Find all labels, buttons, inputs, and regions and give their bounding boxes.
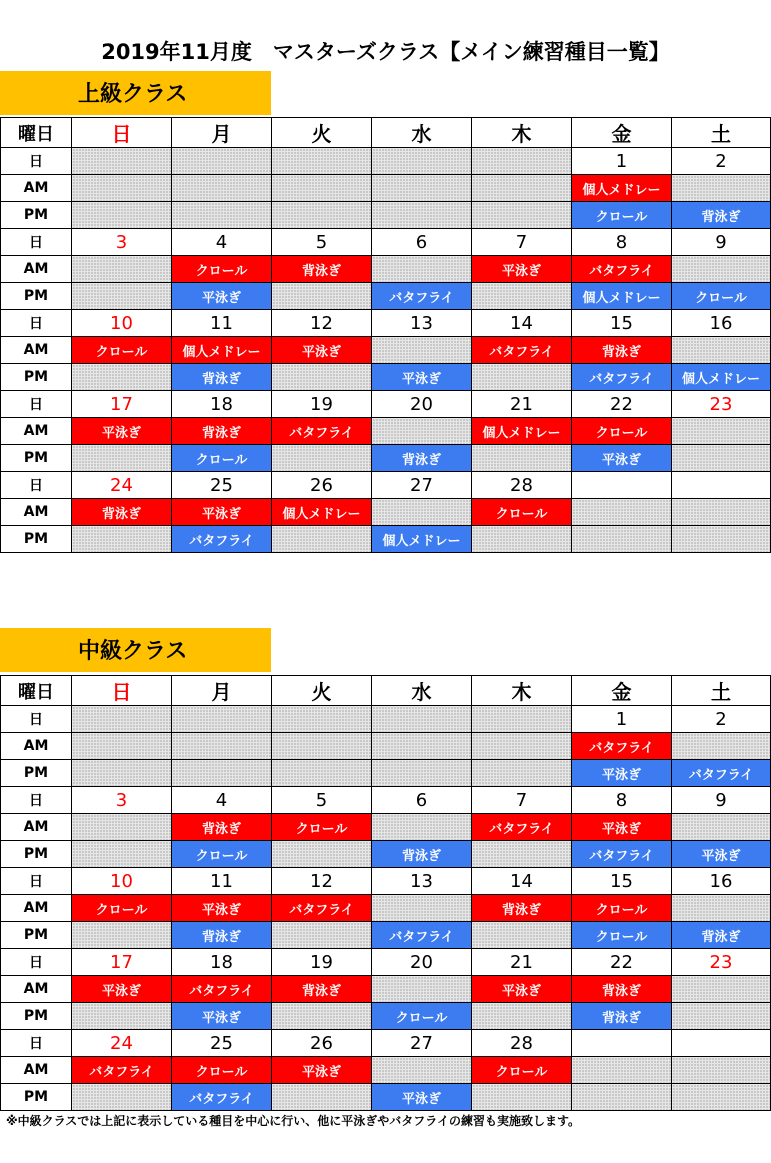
row-label-pm: PM bbox=[1, 760, 72, 787]
am-row bbox=[1, 814, 771, 841]
pm-event-cell: 背泳ぎ bbox=[672, 202, 771, 229]
pm-event-cell: 背泳ぎ bbox=[172, 922, 272, 949]
date-row bbox=[1, 391, 771, 418]
date-cell: 15 bbox=[572, 310, 672, 337]
am-event-cell: バタフライ bbox=[272, 418, 372, 445]
date-cell: 4 bbox=[172, 787, 272, 814]
empty-cell bbox=[672, 1084, 771, 1111]
pm-event-cell: 背泳ぎ bbox=[672, 922, 771, 949]
row-label-day: 日 bbox=[1, 706, 72, 733]
pm-event-cell: クロール bbox=[172, 445, 272, 472]
am-event-cell: クロール bbox=[172, 256, 272, 283]
weekday-header: 土 bbox=[672, 118, 771, 148]
empty-cell bbox=[672, 1057, 771, 1084]
empty-cell bbox=[472, 445, 572, 472]
empty-cell bbox=[472, 526, 572, 553]
empty-cell bbox=[272, 175, 372, 202]
am-event-cell: 平泳ぎ bbox=[172, 895, 272, 922]
weekday-header-label: 曜日 bbox=[1, 676, 72, 706]
empty-cell bbox=[672, 1003, 771, 1030]
weekday-header: 土 bbox=[672, 676, 771, 706]
empty-cell bbox=[472, 841, 572, 868]
empty-cell bbox=[372, 976, 472, 1003]
am-event-cell: 背泳ぎ bbox=[172, 814, 272, 841]
weekday-header: 木 bbox=[472, 676, 572, 706]
am-event-cell: 背泳ぎ bbox=[272, 256, 372, 283]
empty-cell bbox=[372, 175, 472, 202]
row-label-pm: PM bbox=[1, 202, 72, 229]
am-event-cell: バタフライ bbox=[472, 337, 572, 364]
pm-row bbox=[1, 445, 771, 472]
empty-cell bbox=[372, 202, 472, 229]
empty-cell bbox=[472, 1084, 572, 1111]
date-cell: 16 bbox=[672, 868, 771, 895]
date-cell: 17 bbox=[72, 949, 172, 976]
am-event-cell: バタフライ bbox=[172, 976, 272, 1003]
pm-row bbox=[1, 526, 771, 553]
pm-event-cell: 平泳ぎ bbox=[572, 445, 672, 472]
date-cell: 27 bbox=[372, 472, 472, 499]
pm-event-cell: クロール bbox=[172, 841, 272, 868]
date-cell: 6 bbox=[372, 787, 472, 814]
weekday-header: 水 bbox=[372, 118, 472, 148]
date-cell: 6 bbox=[372, 229, 472, 256]
date-cell bbox=[172, 148, 272, 175]
weekday-header: 日 bbox=[72, 676, 172, 706]
empty-cell bbox=[672, 256, 771, 283]
empty-cell bbox=[72, 445, 172, 472]
empty-cell bbox=[72, 283, 172, 310]
am-event-cell: クロール bbox=[472, 1057, 572, 1084]
am-row bbox=[1, 256, 771, 283]
am-event-cell: 平泳ぎ bbox=[272, 1057, 372, 1084]
am-event-cell: バタフライ bbox=[572, 733, 672, 760]
date-cell: 17 bbox=[72, 391, 172, 418]
row-label-am: AM bbox=[1, 895, 72, 922]
row-label-am: AM bbox=[1, 175, 72, 202]
date-cell: 10 bbox=[72, 310, 172, 337]
empty-cell bbox=[672, 976, 771, 1003]
pm-event-cell: 背泳ぎ bbox=[572, 1003, 672, 1030]
weekday-header: 木 bbox=[472, 118, 572, 148]
pm-event-cell: 背泳ぎ bbox=[372, 445, 472, 472]
date-cell: 11 bbox=[172, 868, 272, 895]
pm-event-cell: 平泳ぎ bbox=[372, 1084, 472, 1111]
pm-event-cell: バタフライ bbox=[672, 760, 771, 787]
pm-row bbox=[1, 1003, 771, 1030]
empty-cell bbox=[472, 283, 572, 310]
am-event-cell: クロール bbox=[72, 895, 172, 922]
row-label-day: 日 bbox=[1, 391, 72, 418]
page-title: 2019年11月度 マスターズクラス【メイン練習種目一覧】 bbox=[101, 40, 670, 64]
pm-event-cell: クロール bbox=[572, 202, 672, 229]
date-cell: 20 bbox=[372, 949, 472, 976]
date-cell bbox=[572, 1030, 672, 1057]
pm-row bbox=[1, 841, 771, 868]
am-event-cell: 平泳ぎ bbox=[172, 499, 272, 526]
date-cell: 5 bbox=[272, 229, 372, 256]
pm-row bbox=[1, 760, 771, 787]
pm-event-cell: 背泳ぎ bbox=[172, 364, 272, 391]
empty-cell bbox=[272, 1084, 372, 1111]
am-event-cell: 個人メドレー bbox=[172, 337, 272, 364]
date-cell: 21 bbox=[472, 391, 572, 418]
date-row bbox=[1, 787, 771, 814]
am-event-cell: 平泳ぎ bbox=[572, 814, 672, 841]
row-label-day: 日 bbox=[1, 787, 72, 814]
empty-cell bbox=[672, 418, 771, 445]
row-label-day: 日 bbox=[1, 310, 72, 337]
date-cell bbox=[172, 706, 272, 733]
date-cell: 26 bbox=[272, 1030, 372, 1057]
weekday-header-label: 曜日 bbox=[1, 118, 72, 148]
date-cell: 2 bbox=[672, 148, 771, 175]
pm-event-cell: クロール bbox=[672, 283, 771, 310]
date-cell: 3 bbox=[72, 787, 172, 814]
empty-cell bbox=[572, 526, 672, 553]
date-cell bbox=[272, 148, 372, 175]
date-cell: 18 bbox=[172, 391, 272, 418]
row-label-pm: PM bbox=[1, 922, 72, 949]
am-event-cell: バタフライ bbox=[472, 814, 572, 841]
empty-cell bbox=[72, 256, 172, 283]
am-event-cell: 平泳ぎ bbox=[72, 976, 172, 1003]
pm-event-cell: バタフライ bbox=[572, 364, 672, 391]
class-banner-intermediate: 中級クラス bbox=[0, 628, 271, 672]
date-cell: 13 bbox=[372, 868, 472, 895]
pm-event-cell: クロール bbox=[372, 1003, 472, 1030]
am-event-cell: バタフライ bbox=[572, 256, 672, 283]
pm-event-cell: 個人メドレー bbox=[372, 526, 472, 553]
empty-cell bbox=[572, 1084, 672, 1111]
footnote: ※中級クラスでは上記に表示している種目を中心に行い、他に平泳ぎやバタフライの練習も実施致します。 bbox=[6, 1114, 580, 1128]
date-cell: 28 bbox=[472, 472, 572, 499]
weekday-header: 水 bbox=[372, 676, 472, 706]
date-cell: 10 bbox=[72, 868, 172, 895]
row-label-day: 日 bbox=[1, 868, 72, 895]
pm-event-cell: 個人メドレー bbox=[672, 364, 771, 391]
am-row bbox=[1, 895, 771, 922]
am-event-cell: クロール bbox=[172, 1057, 272, 1084]
empty-cell bbox=[472, 202, 572, 229]
date-row bbox=[1, 229, 771, 256]
empty-cell bbox=[372, 814, 472, 841]
weekday-header-row bbox=[1, 118, 771, 148]
empty-cell bbox=[272, 1003, 372, 1030]
date-cell: 8 bbox=[572, 229, 672, 256]
date-cell: 1 bbox=[572, 706, 672, 733]
pm-row bbox=[1, 283, 771, 310]
empty-cell bbox=[372, 499, 472, 526]
date-cell: 7 bbox=[472, 229, 572, 256]
empty-cell bbox=[72, 202, 172, 229]
date-cell: 12 bbox=[272, 868, 372, 895]
pm-row bbox=[1, 364, 771, 391]
empty-cell bbox=[72, 922, 172, 949]
empty-cell bbox=[672, 733, 771, 760]
date-cell: 28 bbox=[472, 1030, 572, 1057]
empty-cell bbox=[172, 760, 272, 787]
am-event-cell: クロール bbox=[572, 895, 672, 922]
empty-cell bbox=[672, 499, 771, 526]
empty-cell bbox=[372, 1057, 472, 1084]
am-event-cell: クロール bbox=[72, 337, 172, 364]
pm-event-cell: 平泳ぎ bbox=[172, 283, 272, 310]
pm-event-cell: バタフライ bbox=[572, 841, 672, 868]
date-cell: 19 bbox=[272, 391, 372, 418]
date-cell: 25 bbox=[172, 472, 272, 499]
empty-cell bbox=[72, 1003, 172, 1030]
empty-cell bbox=[272, 760, 372, 787]
empty-cell bbox=[372, 337, 472, 364]
empty-cell bbox=[272, 445, 372, 472]
date-cell bbox=[72, 706, 172, 733]
empty-cell bbox=[672, 337, 771, 364]
row-label-am: AM bbox=[1, 814, 72, 841]
date-cell: 3 bbox=[72, 229, 172, 256]
date-cell bbox=[672, 1030, 771, 1057]
empty-cell bbox=[72, 1084, 172, 1111]
weekday-header: 金 bbox=[572, 118, 672, 148]
empty-cell bbox=[72, 526, 172, 553]
date-cell bbox=[472, 706, 572, 733]
empty-cell bbox=[72, 364, 172, 391]
weekday-header: 月 bbox=[172, 676, 272, 706]
am-event-cell: 平泳ぎ bbox=[472, 256, 572, 283]
empty-cell bbox=[572, 499, 672, 526]
empty-cell bbox=[372, 418, 472, 445]
am-event-cell: 個人メドレー bbox=[472, 418, 572, 445]
date-row bbox=[1, 310, 771, 337]
pm-row bbox=[1, 922, 771, 949]
date-cell: 8 bbox=[572, 787, 672, 814]
empty-cell bbox=[172, 733, 272, 760]
pm-event-cell: 個人メドレー bbox=[572, 283, 672, 310]
am-event-cell: 背泳ぎ bbox=[472, 895, 572, 922]
row-label-pm: PM bbox=[1, 445, 72, 472]
am-row bbox=[1, 499, 771, 526]
empty-cell bbox=[272, 841, 372, 868]
empty-cell bbox=[72, 760, 172, 787]
empty-cell bbox=[172, 202, 272, 229]
empty-cell bbox=[472, 760, 572, 787]
date-row bbox=[1, 148, 771, 175]
pm-event-cell: バタフライ bbox=[372, 922, 472, 949]
row-label-am: AM bbox=[1, 733, 72, 760]
row-label-day: 日 bbox=[1, 472, 72, 499]
date-cell: 25 bbox=[172, 1030, 272, 1057]
row-label-pm: PM bbox=[1, 1003, 72, 1030]
date-cell: 18 bbox=[172, 949, 272, 976]
row-label-pm: PM bbox=[1, 283, 72, 310]
empty-cell bbox=[72, 733, 172, 760]
empty-cell bbox=[572, 1057, 672, 1084]
weekday-header: 日 bbox=[72, 118, 172, 148]
date-cell: 16 bbox=[672, 310, 771, 337]
empty-cell bbox=[472, 175, 572, 202]
pm-row bbox=[1, 1084, 771, 1111]
row-label-am: AM bbox=[1, 1057, 72, 1084]
pm-event-cell: バタフライ bbox=[372, 283, 472, 310]
empty-cell bbox=[372, 733, 472, 760]
date-cell: 1 bbox=[572, 148, 672, 175]
date-cell: 13 bbox=[372, 310, 472, 337]
date-cell: 15 bbox=[572, 868, 672, 895]
empty-cell bbox=[272, 202, 372, 229]
date-cell: 21 bbox=[472, 949, 572, 976]
empty-cell bbox=[272, 283, 372, 310]
date-cell: 27 bbox=[372, 1030, 472, 1057]
empty-cell bbox=[272, 364, 372, 391]
empty-cell bbox=[472, 922, 572, 949]
am-event-cell: 平泳ぎ bbox=[72, 418, 172, 445]
empty-cell bbox=[372, 256, 472, 283]
date-cell: 19 bbox=[272, 949, 372, 976]
am-event-cell: 個人メドレー bbox=[572, 175, 672, 202]
date-cell bbox=[672, 472, 771, 499]
empty-cell bbox=[172, 175, 272, 202]
date-cell: 11 bbox=[172, 310, 272, 337]
date-cell: 2 bbox=[672, 706, 771, 733]
empty-cell bbox=[472, 733, 572, 760]
date-cell: 7 bbox=[472, 787, 572, 814]
date-cell: 26 bbox=[272, 472, 372, 499]
am-row bbox=[1, 337, 771, 364]
pm-event-cell: バタフライ bbox=[172, 1084, 272, 1111]
date-row bbox=[1, 472, 771, 499]
date-row bbox=[1, 949, 771, 976]
date-cell: 23 bbox=[672, 391, 771, 418]
row-label-day: 日 bbox=[1, 148, 72, 175]
date-cell: 14 bbox=[472, 868, 572, 895]
am-event-cell: 個人メドレー bbox=[272, 499, 372, 526]
am-event-cell: クロール bbox=[572, 418, 672, 445]
am-row bbox=[1, 733, 771, 760]
row-label-pm: PM bbox=[1, 841, 72, 868]
date-cell: 9 bbox=[672, 229, 771, 256]
am-event-cell: バタフライ bbox=[272, 895, 372, 922]
am-event-cell: 平泳ぎ bbox=[472, 976, 572, 1003]
class-banner-advanced: 上級クラス bbox=[0, 71, 271, 115]
date-cell: 4 bbox=[172, 229, 272, 256]
date-cell: 5 bbox=[272, 787, 372, 814]
weekday-header: 金 bbox=[572, 676, 672, 706]
empty-cell bbox=[272, 922, 372, 949]
empty-cell bbox=[72, 175, 172, 202]
row-label-am: AM bbox=[1, 976, 72, 1003]
empty-cell bbox=[472, 364, 572, 391]
empty-cell bbox=[672, 895, 771, 922]
am-event-cell: クロール bbox=[472, 499, 572, 526]
weekday-header: 火 bbox=[272, 676, 372, 706]
date-cell: 22 bbox=[572, 391, 672, 418]
pm-event-cell: 平泳ぎ bbox=[172, 1003, 272, 1030]
am-event-cell: クロール bbox=[272, 814, 372, 841]
am-event-cell: 背泳ぎ bbox=[572, 976, 672, 1003]
date-cell: 20 bbox=[372, 391, 472, 418]
date-cell bbox=[472, 148, 572, 175]
empty-cell bbox=[372, 760, 472, 787]
date-cell bbox=[372, 706, 472, 733]
am-event-cell: 背泳ぎ bbox=[272, 976, 372, 1003]
empty-cell bbox=[672, 175, 771, 202]
am-row bbox=[1, 976, 771, 1003]
am-row bbox=[1, 1057, 771, 1084]
weekday-header-row bbox=[1, 676, 771, 706]
row-label-pm: PM bbox=[1, 364, 72, 391]
weekday-header: 月 bbox=[172, 118, 272, 148]
empty-cell bbox=[72, 814, 172, 841]
am-event-cell: バタフライ bbox=[72, 1057, 172, 1084]
date-cell: 24 bbox=[72, 1030, 172, 1057]
empty-cell bbox=[372, 895, 472, 922]
am-event-cell: 背泳ぎ bbox=[572, 337, 672, 364]
pm-event-cell: 背泳ぎ bbox=[372, 841, 472, 868]
date-cell: 24 bbox=[72, 472, 172, 499]
row-label-day: 日 bbox=[1, 1030, 72, 1057]
empty-cell bbox=[672, 445, 771, 472]
am-row bbox=[1, 175, 771, 202]
weekday-header: 火 bbox=[272, 118, 372, 148]
empty-cell bbox=[672, 814, 771, 841]
am-event-cell: 背泳ぎ bbox=[172, 418, 272, 445]
row-label-am: AM bbox=[1, 418, 72, 445]
pm-event-cell: バタフライ bbox=[172, 526, 272, 553]
date-row bbox=[1, 1030, 771, 1057]
date-cell bbox=[72, 148, 172, 175]
row-label-pm: PM bbox=[1, 526, 72, 553]
date-cell: 22 bbox=[572, 949, 672, 976]
schedule-table-advanced bbox=[0, 117, 771, 553]
pm-event-cell: クロール bbox=[572, 922, 672, 949]
row-label-am: AM bbox=[1, 256, 72, 283]
date-cell: 12 bbox=[272, 310, 372, 337]
date-row bbox=[1, 706, 771, 733]
empty-cell bbox=[672, 526, 771, 553]
pm-row bbox=[1, 202, 771, 229]
am-event-cell: 平泳ぎ bbox=[272, 337, 372, 364]
row-label-day: 日 bbox=[1, 949, 72, 976]
date-cell: 9 bbox=[672, 787, 771, 814]
empty-cell bbox=[72, 841, 172, 868]
am-row bbox=[1, 418, 771, 445]
am-event-cell: 背泳ぎ bbox=[72, 499, 172, 526]
empty-cell bbox=[272, 526, 372, 553]
date-cell: 14 bbox=[472, 310, 572, 337]
row-label-pm: PM bbox=[1, 1084, 72, 1111]
row-label-am: AM bbox=[1, 337, 72, 364]
date-cell bbox=[272, 706, 372, 733]
pm-event-cell: 平泳ぎ bbox=[372, 364, 472, 391]
schedule-table-intermediate bbox=[0, 675, 771, 1111]
date-row bbox=[1, 868, 771, 895]
pm-event-cell: 平泳ぎ bbox=[572, 760, 672, 787]
date-cell bbox=[372, 148, 472, 175]
row-label-am: AM bbox=[1, 499, 72, 526]
row-label-day: 日 bbox=[1, 229, 72, 256]
pm-event-cell: 平泳ぎ bbox=[672, 841, 771, 868]
empty-cell bbox=[272, 733, 372, 760]
date-cell bbox=[572, 472, 672, 499]
date-cell: 23 bbox=[672, 949, 771, 976]
empty-cell bbox=[472, 1003, 572, 1030]
